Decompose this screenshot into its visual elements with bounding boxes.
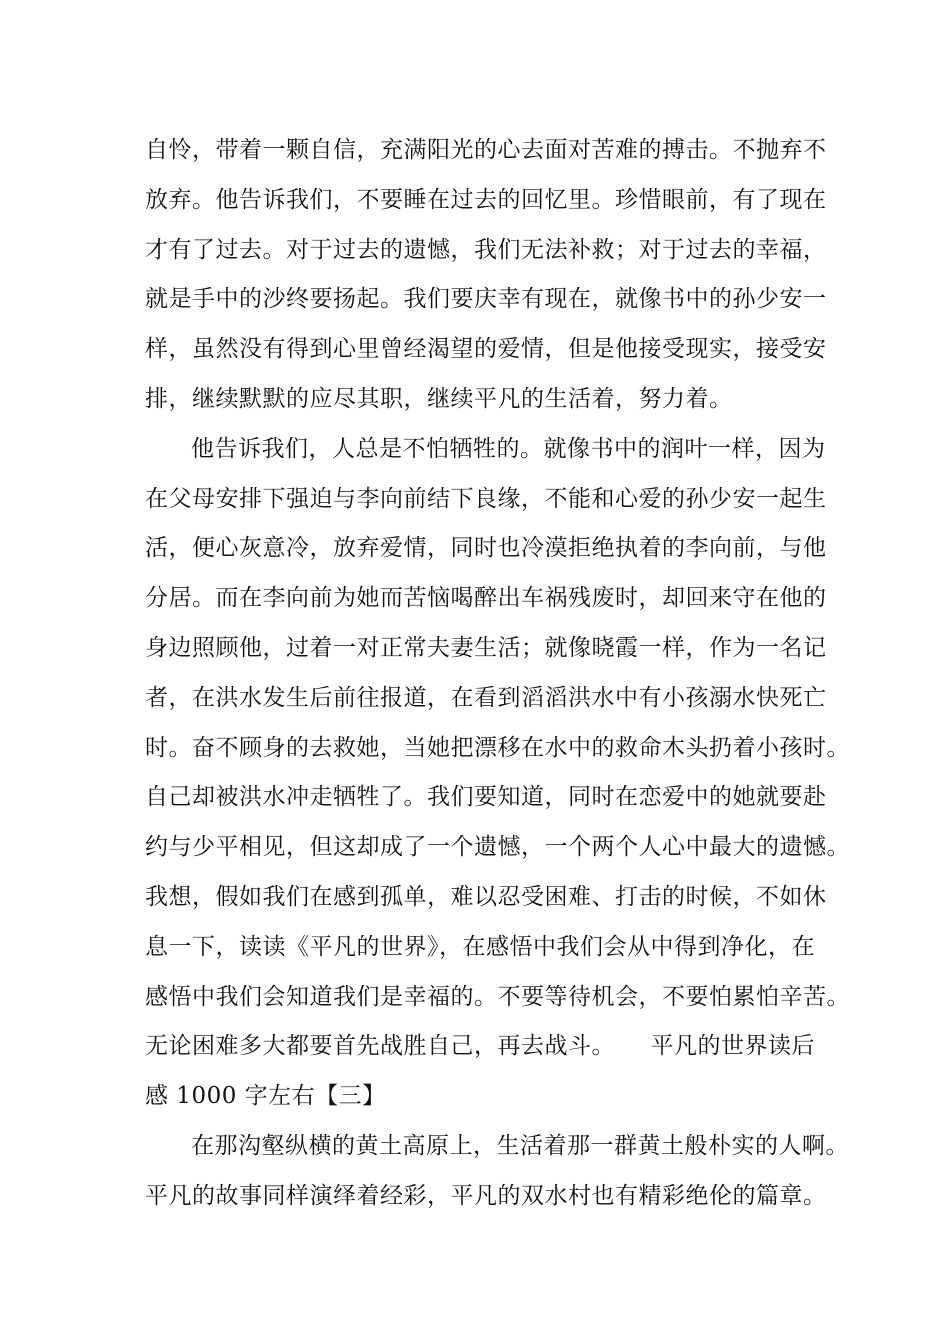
body-text [145,126,850,1222]
text-line: 自己却被洪水冲走牺牲了。我们要知道，同时在恋爱中的她就要赴 [145,784,827,811]
text-line: 排，继续默默的应尽其职，继续平凡的生活着，努力着。 [145,385,733,412]
text-line: 在父母安排下强迫与李向前结下良缘，不能和心爱的孙少安一起生 [145,485,827,512]
text-line: 就是手中的沙终要扬起。我们要庆幸有现在，就像书中的孙少安一 [145,286,827,313]
text-line: 息一下，读读《平凡的世界》，在感悟中我们会从中得到净化，在 [145,933,815,960]
text-line: 我想，假如我们在感到孤单，难以忍受困难、打击的时候，不如休 [145,883,827,910]
text-line: 者，在洪水发生后前往报道，在看到滔滔洪水中有小孩溺水快死亡 [145,684,827,711]
paragraph-start-line: 在那沟壑纵横的黄土高原上，生活着那一群黄土般朴实的人啊。 [191,1132,849,1159]
text-line: 时。奋不顾身的去救她，当她把漂移在水中的救命木头扔着小孩时。 [145,734,850,761]
text-line: 无论困难多大都要首先战胜自己，再去战斗。 平凡的世界读后 [145,1033,815,1060]
paragraph-start-line: 他告诉我们，人总是不怕牺牲的。就像书中的润叶一样，因为 [191,435,826,462]
text-line: 感悟中我们会知道我们是幸福的。不要等待机会，不要怕累怕辛苦。 [145,983,850,1010]
text-line: 分居。而在李向前为她而苦恼喝醉出车祸残废时，却回来守在他的 [145,585,827,612]
text-line: 平凡的故事同样演绎着经彩，平凡的双水村也有精彩绝伦的篇章。 [145,1182,827,1209]
section-heading-line: 感 1000 字左右【三】 [145,1083,386,1110]
text-line: 放弃。他告诉我们，不要睡在过去的回忆里。珍惜眼前，有了现在 [145,186,827,213]
text-line: 才有了过去。对于过去的遗憾，我们无法补救；对于过去的幸福， [145,236,827,263]
text-line: 活，便心灰意冷，放弃爱情，同时也冷漠拒绝执着的李向前，与他 [145,535,827,562]
text-line: 约与少平相见，但这却成了一个遗憾，一个两个人心中最大的遗憾。 [145,834,850,861]
text-line: 样，虽然没有得到心里曾经渴望的爱情，但是他接受现实，接受安 [145,336,827,363]
text-line: 身边照顾他，过着一对正常夫妻生活；就像晓霞一样，作为一名记 [145,634,827,661]
text-line: 自怜，带着一颗自信，充满阳光的心去面对苦难的搏击。不抛弃不 [145,137,827,163]
